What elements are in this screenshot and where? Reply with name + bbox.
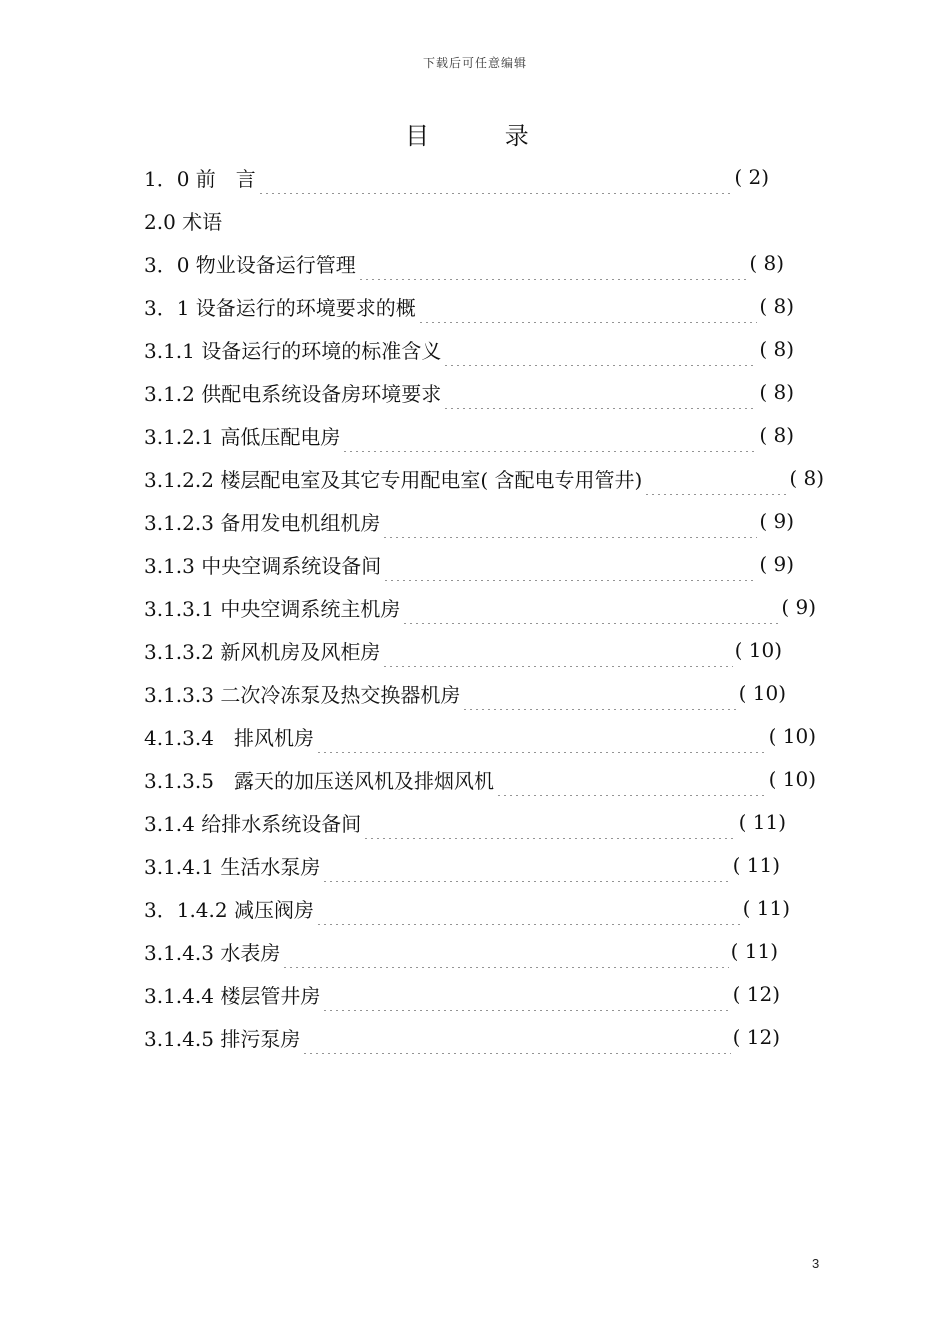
dot-leader bbox=[443, 332, 757, 366]
toc-entry[interactable] bbox=[144, 461, 824, 495]
toc-entry-page: ( 10) bbox=[738, 681, 786, 705]
page-number: 3 bbox=[812, 1256, 820, 1271]
toc-entry[interactable] bbox=[144, 719, 816, 753]
toc-entry-label: 3．0 物业设备运行管理 bbox=[144, 252, 356, 277]
toc-entry-label: 3.1.4.4 楼层管井房 bbox=[144, 983, 321, 1008]
toc-entry-label: 3.1.1 设备运行的环境的标准含义 bbox=[144, 338, 442, 363]
toc-entry-page: ( 10) bbox=[768, 767, 816, 791]
toc-entry-page: ( 2) bbox=[734, 165, 769, 189]
toc-entry-label: 2.0 术语 bbox=[144, 209, 223, 234]
toc-entry[interactable] bbox=[144, 504, 794, 538]
toc-entry-page: ( 9) bbox=[759, 509, 794, 533]
toc-entry-page: ( 11) bbox=[732, 853, 780, 877]
toc-entry-label: 3.1.3.2 新风机房及风柜房 bbox=[144, 639, 381, 664]
toc-entry-page: ( 11) bbox=[742, 896, 790, 920]
dot-leader bbox=[342, 418, 757, 452]
dot-leader bbox=[382, 504, 757, 538]
toc-entry-label: 3.1.2.3 备用发电机组机房 bbox=[144, 510, 381, 535]
dot-leader bbox=[382, 633, 732, 667]
dot-leader bbox=[363, 805, 736, 839]
dot-leader bbox=[462, 676, 736, 710]
dot-leader bbox=[316, 891, 741, 925]
toc-title: 目 录 bbox=[405, 122, 563, 150]
toc-entry[interactable] bbox=[144, 977, 780, 1011]
toc-entry-label: 3.1.2.1 高低压配电房 bbox=[144, 424, 341, 449]
toc-entry-label: 3.1.4.1 生活水泵房 bbox=[144, 854, 321, 879]
toc-entry[interactable] bbox=[144, 418, 794, 452]
dot-leader bbox=[258, 160, 733, 194]
toc-entry-page: ( 12) bbox=[732, 982, 780, 1006]
dot-leader bbox=[322, 848, 730, 882]
dot-leader bbox=[418, 289, 758, 323]
toc-entry-page: ( 12) bbox=[732, 1025, 780, 1049]
toc-entry-page: ( 8) bbox=[789, 466, 824, 490]
toc-entry-label: 3.1.3.5 露天的加压送风机及排烟风机 bbox=[144, 768, 494, 793]
toc-entry-label: 3.1.4 给排水系统设备间 bbox=[144, 811, 362, 836]
toc-entry-page: ( 8) bbox=[759, 294, 794, 318]
toc-entry[interactable] bbox=[144, 848, 780, 882]
toc-entry[interactable] bbox=[144, 590, 816, 624]
toc-entry[interactable] bbox=[144, 805, 786, 839]
toc-entry[interactable] bbox=[144, 375, 794, 409]
toc-entry-page: ( 9) bbox=[781, 595, 816, 619]
toc-entry-page: ( 10) bbox=[768, 724, 816, 748]
toc-entry-label: 3.1.3 中央空调系统设备间 bbox=[144, 553, 382, 578]
toc-entry[interactable] bbox=[144, 246, 784, 280]
toc-entry[interactable] bbox=[144, 332, 794, 366]
dot-leader bbox=[302, 1020, 730, 1054]
toc-entry[interactable] bbox=[144, 289, 794, 323]
toc-entry[interactable] bbox=[144, 934, 778, 968]
toc-entry-label: 3.1.3.1 中央空调系统主机房 bbox=[144, 596, 401, 621]
dot-leader bbox=[496, 762, 767, 796]
toc-entry-page: ( 10) bbox=[734, 638, 782, 662]
toc-entry-page: ( 8) bbox=[749, 251, 784, 275]
toc-entry-label: 3.1.2.2 楼层配电室及其它专用配电室( 含配电专用管井) bbox=[144, 467, 643, 492]
dot-leader bbox=[383, 547, 757, 581]
toc-entry[interactable] bbox=[144, 1020, 780, 1054]
toc-entry[interactable] bbox=[144, 160, 769, 194]
toc-entry-page: ( 11) bbox=[730, 939, 778, 963]
toc-entry-label: 3.1.4.3 水表房 bbox=[144, 940, 281, 965]
toc-entry-page: ( 9) bbox=[759, 552, 794, 576]
dot-leader bbox=[644, 461, 787, 495]
toc-entry[interactable] bbox=[144, 891, 790, 925]
toc-entry-page: ( 11) bbox=[738, 810, 786, 834]
dot-leader bbox=[402, 590, 779, 624]
dot-leader bbox=[358, 246, 748, 280]
toc-entry-label: 3.1.4.5 排污泵房 bbox=[144, 1026, 301, 1051]
dot-leader bbox=[316, 719, 767, 753]
toc-entry-label: 4.1.3.4 排风机房 bbox=[144, 725, 314, 750]
toc-entry[interactable] bbox=[144, 676, 786, 710]
toc-entry[interactable] bbox=[144, 203, 444, 237]
toc-entry-label: 3.1.2 供配电系统设备房环境要求 bbox=[144, 381, 442, 406]
dot-leader bbox=[282, 934, 728, 968]
toc-entry-label: 1．0 前 言 bbox=[144, 166, 256, 191]
page-header: 下载后可任意编辑 bbox=[422, 56, 527, 70]
toc-entry-page: ( 8) bbox=[759, 337, 794, 361]
dot-leader bbox=[443, 375, 757, 409]
toc-entry[interactable] bbox=[144, 762, 816, 796]
dot-leader bbox=[322, 977, 730, 1011]
toc-entry-label: 3.1.3.3 二次冷冻泵及热交换器机房 bbox=[144, 682, 461, 707]
toc-entry[interactable] bbox=[144, 633, 782, 667]
toc-entry[interactable] bbox=[144, 547, 794, 581]
toc-entry-page: ( 8) bbox=[759, 423, 794, 447]
toc-entry-page: ( 8) bbox=[759, 380, 794, 404]
toc-entry-label: 3．1 设备运行的环境要求的概 bbox=[144, 295, 416, 320]
toc-entry-label: 3．1.4.2 减压阀房 bbox=[144, 897, 314, 922]
